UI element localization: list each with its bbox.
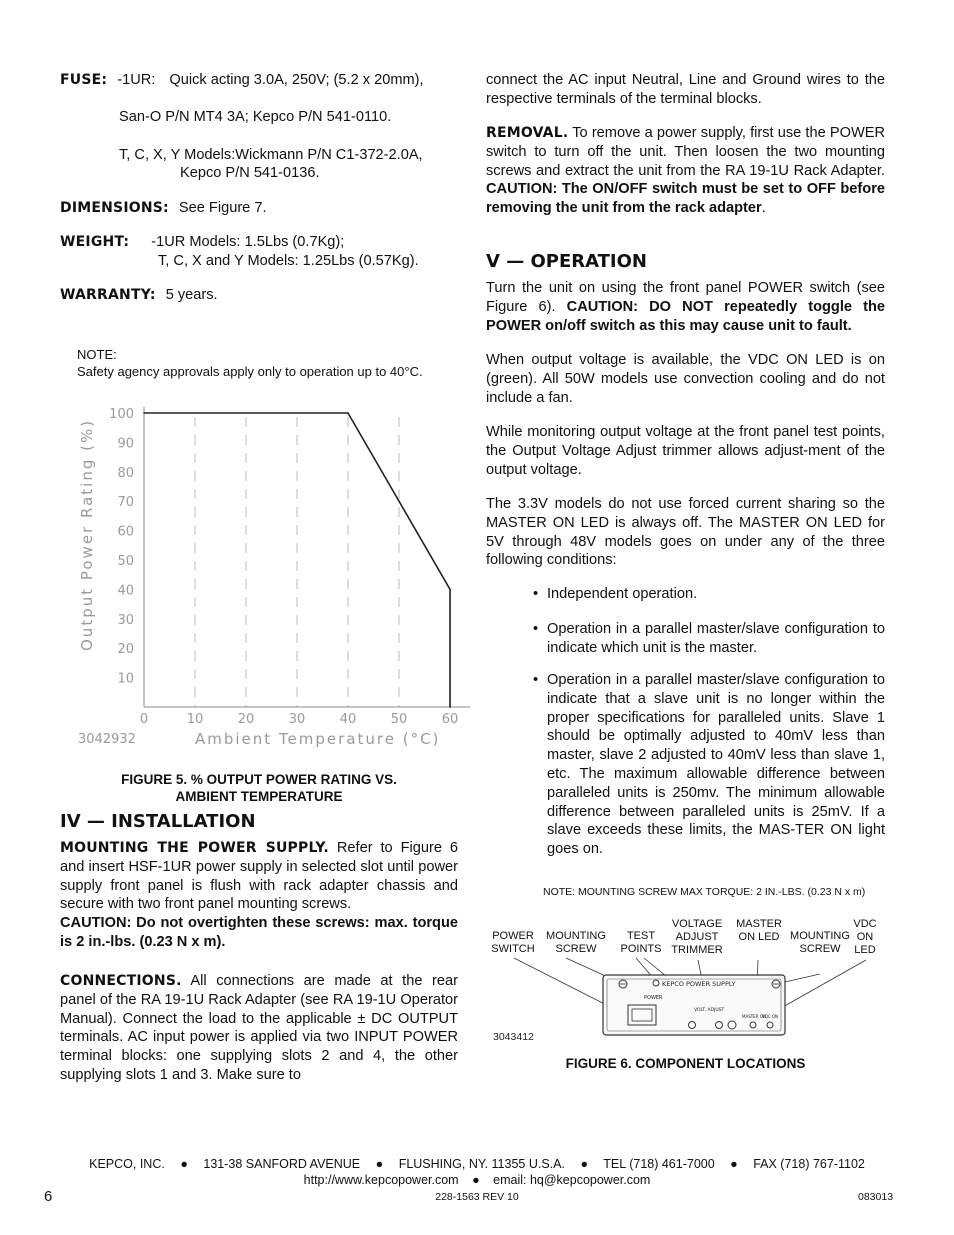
fuse-label: FUSE: <box>60 72 108 88</box>
mounting-text: Refer to Figure 6 and insert HSF-1UR power supply in selected slot until power supply front panel is flush with rack adapter chassis and secure with two front panel mounting screws. <box>60 840 458 913</box>
figure6-caption: FIGURE 6. COMPONENT LOCATIONS <box>565 1056 806 1071</box>
data-point <box>347 412 349 414</box>
bullet-2-text: Operation in a parallel master/slave configuration to indicate which unit is the master. <box>547 621 885 656</box>
bullet-1-text: Independent operation. <box>547 586 698 602</box>
note-title: NOTE: <box>77 347 117 362</box>
connections-paragraph <box>60 972 458 1085</box>
y-tick-label: 80 <box>117 465 134 481</box>
y-tick-label: 60 <box>117 524 134 540</box>
footer-street: 131-38 SANFORD AVENUE <box>203 1157 361 1171</box>
panel-master-label: MASTER ON <box>742 1014 766 1019</box>
figure5-caption-line1: FIGURE 5. % OUTPUT POWER RATING VS. <box>121 772 397 787</box>
chart-axes <box>144 407 470 707</box>
data-point <box>449 589 451 591</box>
panel-vdc-label: VDC ON <box>762 1014 779 1019</box>
x-tick-label: 0 <box>139 712 149 727</box>
y-tick-label: 30 <box>117 612 134 628</box>
note-text: Safety agency approvals apply only to operation up to 40°C. <box>77 364 423 379</box>
label-master-on: MASTER ON LED <box>736 918 782 943</box>
operation-p3: While monitoring output voltage at the front panel test points, the Output Voltage Adjust trimmer allows adjust-ment of the output voltage. <box>486 424 885 478</box>
footer-city: FLUSHING, NY. 11355 U.S.A. <box>398 1157 565 1171</box>
operation-p1-text: Turn the unit on using the front panel POWER switch (see Figure 6). <box>486 280 885 315</box>
footer-email[interactable]: email: hq@kepcopower.com <box>493 1173 651 1187</box>
dimensions-spec <box>60 199 267 218</box>
bullet-2: • <box>533 621 539 637</box>
mounting-caution: CAUTION: Do not overtighten these screws: max. torque is 2 in.-lbs. (0.23 N x m). <box>60 915 458 950</box>
y-tick-label: 70 <box>117 495 134 511</box>
dimensions-text: See Figure 7. <box>178 200 267 216</box>
mounting-paragraph <box>60 839 458 914</box>
y-tick-label: 10 <box>117 671 134 687</box>
figure6-drawing-number: 3043412 <box>493 1031 534 1043</box>
panel-title: KEPCO POWER SUPPLY <box>662 980 736 988</box>
x-tick-label: 40 <box>339 712 357 727</box>
x-tick-label: 30 <box>288 712 306 727</box>
chart-drawing-number: 3042932 <box>78 732 136 747</box>
fuse-1ur: -1UR: <box>117 72 156 88</box>
panel-adjust-label: VOLT. ADJUST <box>694 1008 725 1013</box>
bullet-3: • <box>533 672 539 688</box>
warranty-label: WARRANTY: <box>60 287 156 303</box>
operation-heading: V — OPERATION <box>486 251 647 272</box>
figure5-caption <box>60 771 458 805</box>
fuse-tcxy: T, C, X, Y Models:Wickmann P/N C1-372-2.0A, <box>119 147 423 163</box>
footer-contact: http://www.kepcopower.com ● email: hq@kepcopower.com <box>303 1173 651 1187</box>
figure6-note: NOTE: MOUNTING SCREW MAX TORQUE: 2 IN.-LBS. (0.23 N x m) <box>543 886 866 898</box>
warranty-text: 5 years. <box>165 287 218 303</box>
y-tick-label: 50 <box>117 554 134 569</box>
x-tick-label: 20 <box>237 712 255 727</box>
operation-p4: The 3.3V models do not use forced current sharing so the MASTER ON LED is always off. The MASTER ON LED for 5V through 48V models goes on under any of the three following conditions: <box>486 496 885 569</box>
x-tick-label: 60 <box>441 712 459 727</box>
derating-chart <box>60 395 480 760</box>
x-tick-label: 50 <box>390 712 408 727</box>
footer-web[interactable]: http://www.kepcopower.com <box>303 1173 459 1187</box>
removal-end: . <box>761 200 766 217</box>
label-test-points: TEST POINTS <box>620 930 662 955</box>
removal-text: To remove a power supply, first use the POWER switch to turn off the unit. Then loosen the two mounting screws and extract the unit from the RA 19-1U Rack Adapter. <box>486 125 885 179</box>
weight-1: -1UR Models: 1.5Lbs (0.7Kg); <box>151 234 345 250</box>
label-mounting-screw-left: MOUNTING SCREW <box>546 930 606 955</box>
weight-label: WEIGHT: <box>60 234 130 250</box>
label-vdc-on: VDC ON LED <box>853 918 877 956</box>
bullet-1: • <box>533 586 539 602</box>
connections-continued: connect the AC input Neutral, Line and Ground wires to the respective terminals of the terminal blocks. <box>486 72 885 107</box>
chart-xlabel: Ambient Temperature (°C) <box>195 730 441 748</box>
chart-grid <box>195 417 399 707</box>
removal-caution: CAUTION: The ON/OFF switch must be set to OFF before removing the unit from the rack adapter <box>486 181 885 217</box>
warranty-spec <box>60 286 218 305</box>
fuse-sano: San-O P/N MT4 3A; Kepco P/N 541-0110. <box>119 109 392 125</box>
data-point <box>143 412 145 414</box>
removal-label: REMOVAL. <box>486 125 569 141</box>
bullet-3-text: Operation in a parallel master/slave configuration to indicate that a slave unit is no longer within the proper specifications for paralleled units. Slave 1 should be optimally adjusted to 40mV less than master, slave 2 adjusted to 40mV less than slave 1, etc. The maximum allowable difference between paralleled units is 250mv. The minimum allowable difference between paralleled units is 25mV. If a slave exceeds these limits, the MAS-TER ON light goes on. <box>547 672 885 858</box>
mounting-label: MOUNTING THE POWER SUPPLY. <box>60 840 329 856</box>
footer-tel: TEL (718) 461-7000 <box>603 1157 715 1171</box>
label-mounting-screw-right: MOUNTING SCREW <box>790 930 850 955</box>
y-tick-label: 40 <box>117 583 134 599</box>
footer-address: KEPCO, INC. ● 131-38 SANFORD AVENUE ● FLUSHING, NY. 11355 U.S.A. ● TEL (718) 461-7000 ● FAX (718) 767-1102 <box>89 1157 865 1171</box>
weight-spec <box>60 233 344 252</box>
fuse-spec <box>60 71 424 90</box>
component-drawing <box>486 950 886 1050</box>
y-tick-label: 20 <box>117 642 134 658</box>
installation-heading: IV — INSTALLATION <box>60 811 256 832</box>
operation-p2: When output voltage is available, the VDC ON LED is on (green). All 50W models use convection cooling and do not include a fan. <box>486 352 885 406</box>
x-tick-label: 10 <box>186 712 204 727</box>
figure5-caption-line2: AMBIENT TEMPERATURE <box>175 789 343 804</box>
fuse-tcxy-2: Kepco P/N 541-0136. <box>180 165 320 181</box>
footer-fax: FAX (718) 767-1102 <box>753 1157 865 1171</box>
doc-number: 228-1563 REV 10 <box>435 1191 519 1203</box>
dimensions-label: DIMENSIONS: <box>60 200 169 216</box>
doc-date: 083013 <box>858 1191 894 1203</box>
footer-company: KEPCO, INC. <box>89 1157 165 1171</box>
chart-ticks <box>109 407 458 727</box>
panel-power-label: POWER <box>644 995 663 1001</box>
connections-label: CONNECTIONS. <box>60 973 182 989</box>
y-tick-label: 90 <box>117 436 134 452</box>
label-power-switch: POWER SWITCH <box>491 930 535 955</box>
fuse-1ur-spec: Quick acting 3.0A, 250V; (5.2 x 20mm), <box>169 72 424 88</box>
chart-ylabel: Output Power Rating (%) <box>78 418 96 651</box>
data-point <box>449 706 451 708</box>
connections-text: All connections are made at the rear panel of the RA 19-1U Rack Adapter (see RA 19-1U Operator Manual). Connect the load to the applicable ± DC OUTPUT terminals. AC input power is applied via two INPUT POWER terminal blocks: one supplying slots 2 and 4, the other supplying slots 1 and 3. Make sure to <box>60 973 458 1083</box>
removal-paragraph <box>486 124 885 218</box>
y-tick-label: 100 <box>109 407 134 422</box>
page-number: 6 <box>44 1188 53 1205</box>
weight-2: T, C, X and Y Models: 1.25Lbs (0.57Kg). <box>158 253 419 269</box>
operation-p1 <box>486 279 885 335</box>
label-voltage-adjust: VOLTAGE ADJUST TRIMMER <box>671 918 723 956</box>
operation-p1-caution: CAUTION: DO NOT repeatedly toggle the POWER on/off switch as this may cause unit to fault. <box>486 298 886 334</box>
